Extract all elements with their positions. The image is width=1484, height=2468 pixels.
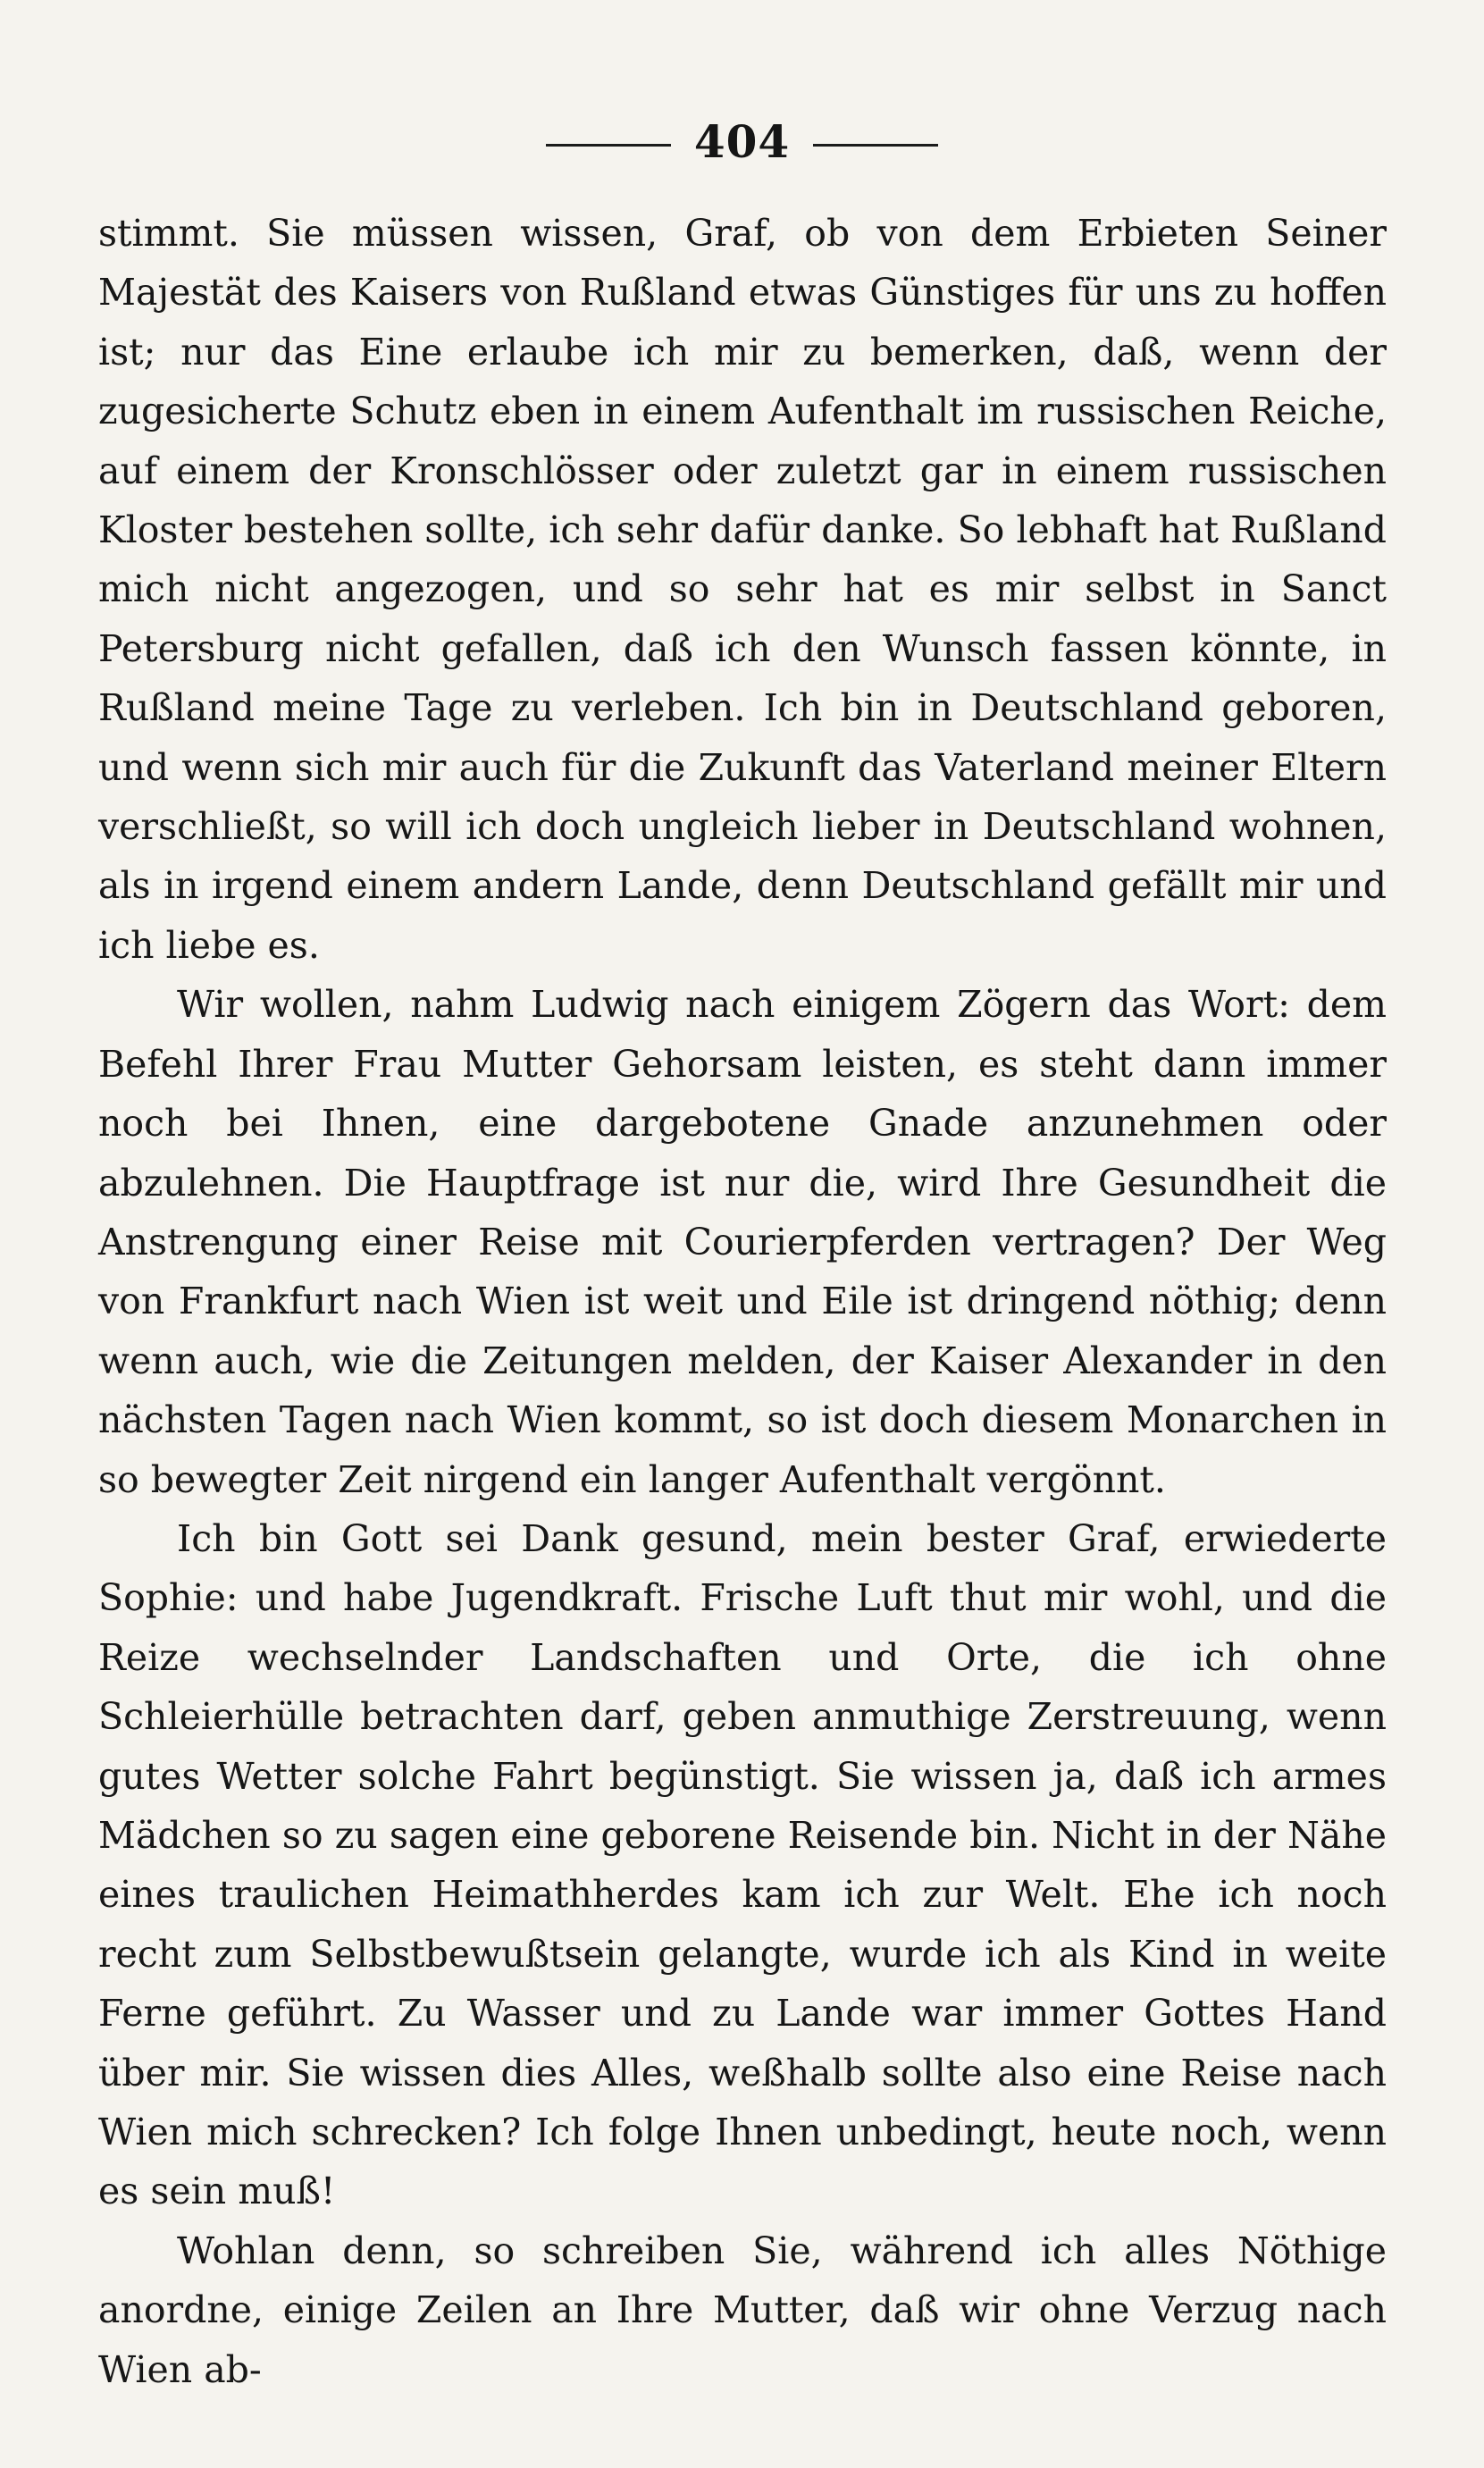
header-rule-right <box>813 144 938 147</box>
page-number: 404 <box>693 114 791 168</box>
paragraph-1: stimmt. Sie müssen wissen, Graf, ob von dem Erbieten Seiner Majestät des Kaisers von Rußland etwas Günstiges für uns zu hoffen ist; nur das Eine erlaube ich mir zu bemerken, daß, wenn der zugesicherte Schutz eben in einem Aufenthalt im russischen Reiche, auf einem der Kronschlösser oder zuletzt gar in einem russischen Kloster bestehen sollte, ich sehr dafür danke. So lebhaft hat Rußland mich nicht angezogen, und so sehr hat es mir selbst in Sanct Petersburg nicht gefallen, daß ich den Wunsch fassen könnte, in Rußland meine Tage zu verleben. Ich bin in Deutschland geboren, und wenn sich mir auch für die Zukunft das Vaterland meiner Eltern verschließt, so will ich doch ungleich lieber in Deutschland wohnen, als in irgend einem andern Lande, denn Deutschland gefällt mir und ich liebe es. <box>98 212 1387 967</box>
paragraph-4: Wohlan denn, so schreiben Sie, während ich alles Nöthige anordne, einige Zeilen an Ihre Mutter, daß wir ohne Verzug nach Wien ab- <box>98 2229 1387 2391</box>
header-rule-left <box>546 144 671 147</box>
page-body <box>98 204 1387 2399</box>
paragraph-2: Wir wollen, nahm Ludwig nach einigem Zögern das Wort: dem Befehl Ihrer Frau Mutter Gehorsam leisten, es steht dann immer noch bei Ihnen, eine dargebotene Gnade anzunehmen oder abzulehnen. Die Hauptfrage ist nur die, wird Ihre Gesundheit die Anstrengung einer Reise mit Courierpferden vertragen? Der Weg von Frankfurt nach Wien ist weit und Eile ist dringend nöthig; denn wenn auch, wie die Zeitungen melden, der Kaiser Alexander in den nächsten Tagen nach Wien kommt, so ist doch diesem Monarchen in so bewegter Zeit nirgend ein langer Aufenthalt vergönnt. <box>98 983 1387 1501</box>
page-header <box>0 105 1484 177</box>
paragraph-3: Ich bin Gott sei Dank gesund, mein bester Graf, erwiederte Sophie: und habe Jugendkraft. Frische Luft thut mir wohl, und die Reize wechselnder Landschaften und Orte, die ich ohne Schleierhülle betrachten darf, geben anmuthige Zerstreuung, wenn gutes Wetter solche Fahrt begünstigt. Sie wissen ja, daß ich armes Mädchen so zu sagen eine geborene Reisende bin. Nicht in der Nähe eines traulichen Heimathherdes kam ich zur Welt. Ehe ich noch recht zum Selbstbewußtsein gelangte, wurde ich als Kind in weite Ferne geführt. Zu Wasser und zu Lande war immer Gottes Hand über mir. Sie wissen dies Alles, weßhalb sollte also eine Reise nach Wien mich schrecken? Ich folge Ihnen unbedingt, heute noch, wenn es sein muß! <box>98 1516 1387 2213</box>
